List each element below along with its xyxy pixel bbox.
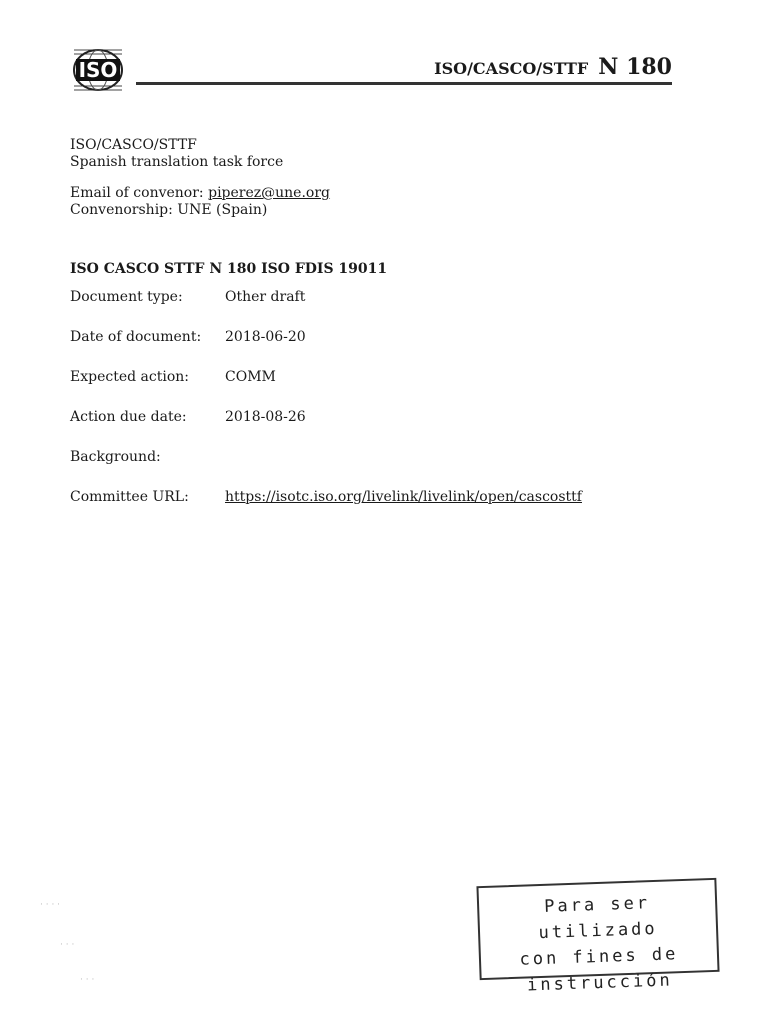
- stamp-line-2: con fines de: [519, 944, 679, 970]
- field-row-date: [70, 329, 306, 345]
- group-info: [70, 137, 283, 171]
- field-row-document-type: [70, 289, 305, 305]
- field-label: Action due date:: [70, 409, 187, 425]
- field-row-expected-action: [70, 369, 276, 385]
- header-title: [434, 54, 672, 80]
- group-subtitle: Spanish translation task force: [70, 154, 284, 170]
- header-doc-number: N 180: [598, 54, 672, 80]
- field-label: Document type:: [70, 289, 183, 305]
- header-org-code: ISO/CASCO/STTF: [434, 59, 589, 78]
- field-value: COMM: [225, 369, 276, 385]
- field-label: Committee URL:: [70, 489, 189, 505]
- convenorship: Convenorship: UNE (Spain): [70, 202, 268, 218]
- field-row-background: [70, 449, 225, 465]
- scan-smudge: · · ·: [80, 975, 95, 985]
- email-link[interactable]: piperez@une.org: [208, 185, 331, 201]
- scan-smudge: · · · ·: [40, 900, 61, 910]
- scan-smudge: · · ·: [60, 940, 75, 950]
- logo-text: ISO: [78, 58, 118, 82]
- field-label: Background:: [70, 449, 161, 465]
- email-line: [70, 185, 330, 202]
- field-value: 2018-08-26: [225, 409, 306, 425]
- field-label: Expected action:: [70, 369, 189, 385]
- field-label: Date of document:: [70, 329, 202, 345]
- field-row-committee-url: [70, 489, 582, 505]
- header-rule: [136, 82, 672, 85]
- stamp-line-3: instrucción: [526, 970, 673, 996]
- field-value: Other draft: [225, 289, 306, 305]
- document-heading: ISO CASCO STTF N 180 ISO FDIS 19011: [70, 261, 388, 277]
- stamp-line-1: Para ser utilizado: [538, 893, 658, 944]
- email-label: Email of convenor:: [70, 185, 204, 201]
- contact-info: [70, 185, 330, 219]
- instruction-stamp: [476, 878, 719, 996]
- iso-logo: [70, 44, 126, 96]
- field-value: 2018-06-20: [225, 329, 306, 345]
- group-name: ISO/CASCO/STTF: [70, 137, 197, 153]
- committee-url-link[interactable]: https://isotc.iso.org/livelink/livelink/open/cascosttf: [225, 489, 582, 505]
- field-row-due-date: [70, 409, 306, 425]
